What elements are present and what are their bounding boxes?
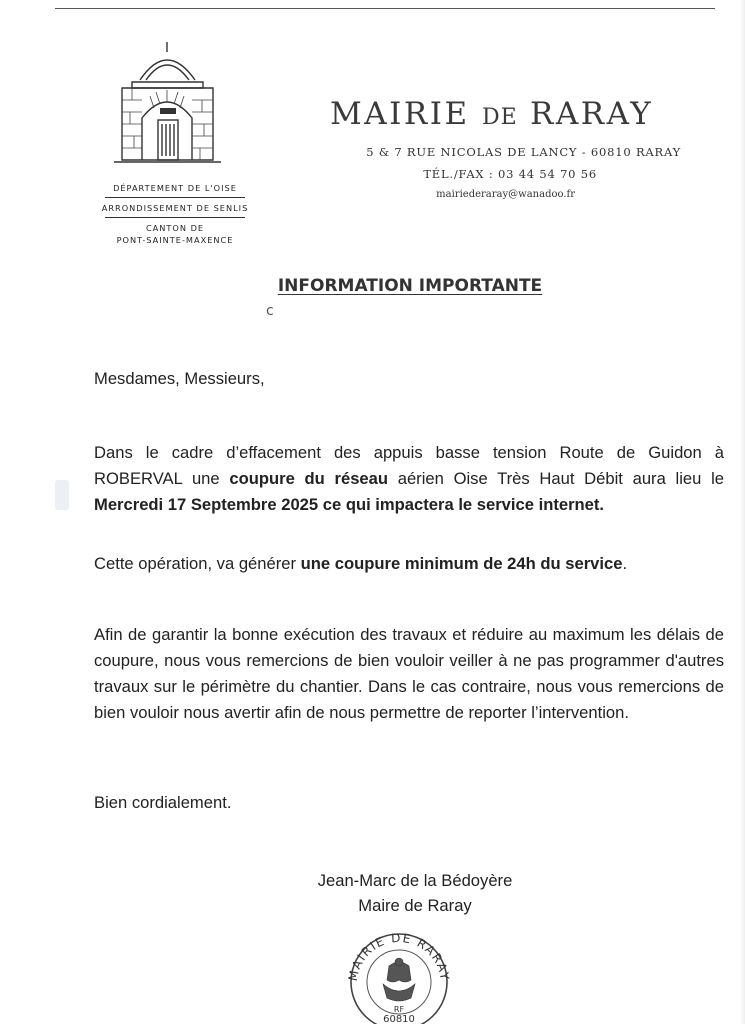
p1-bold-2: Mercredi 17 Septembre 2025 ce qui impactera le service internet. bbox=[94, 495, 605, 514]
canton-line2: PONT-SAINTE-MAXENCE bbox=[116, 235, 234, 245]
official-seal-stamp bbox=[339, 922, 459, 1024]
salutation bbox=[94, 366, 724, 392]
scan-edge-line bbox=[55, 8, 715, 9]
town-hall-logo bbox=[110, 38, 225, 168]
raray-word: RARAY bbox=[530, 96, 654, 132]
paragraph-1 bbox=[94, 440, 724, 518]
mairie-word: MAIRIE bbox=[330, 96, 470, 132]
paragraph-3 bbox=[94, 622, 724, 726]
salutation-text: Mesdames, Messieurs, bbox=[94, 369, 265, 388]
paragraph-2 bbox=[94, 551, 724, 577]
p1-bold-1: coupure du réseau bbox=[229, 469, 389, 488]
signature-block bbox=[290, 868, 540, 918]
arrondissement-text: ARRONDISSEMENT DE SENLIS bbox=[101, 203, 249, 213]
seal-initials: RF bbox=[393, 1005, 405, 1014]
phone-line: TÉL./FAX : 03 44 54 70 56 bbox=[423, 167, 597, 181]
signatory-name: Jean-Marc de la Bédoyère bbox=[317, 871, 513, 890]
email-line: mairiederaray@wanadoo.fr bbox=[436, 189, 575, 200]
divider bbox=[105, 217, 245, 218]
mairie-de-word: DE bbox=[481, 105, 518, 130]
page-title: INFORMATION IMPORTANTE bbox=[277, 276, 543, 296]
department-text: DÉPARTEMENT DE L'OISE bbox=[113, 183, 237, 193]
canton-line1: CANTON DE bbox=[145, 223, 205, 233]
mairie-heading bbox=[330, 96, 653, 132]
p2-text-2: . bbox=[622, 554, 628, 573]
p2-bold-1: une coupure minimum de 24h du service bbox=[300, 554, 623, 573]
p1-text-2: aérien Oise Très Haut Débit aura lieu le bbox=[388, 469, 724, 488]
p2-text-1: Cette opération, va générer bbox=[94, 554, 301, 573]
p3-text: Afin de garantir la bonne exécution des travaux et réduire au maximum les délais de coupure, nous vous remercions de bien vouloir veiller à ne pas programmer d'autres travaux sur le périmètre du chantier. Dans le cas contraire, nous vous remercions de bien vouloir nous avertir afin de nous permettre de reporter l’intervention. bbox=[94, 625, 724, 722]
divider bbox=[105, 197, 245, 198]
closing-text: Bien cordialement. bbox=[94, 793, 232, 812]
signatory-role: Maire de Raray bbox=[358, 896, 472, 915]
administrative-block bbox=[80, 182, 270, 246]
seal-postcode: 60810 bbox=[383, 1014, 415, 1024]
scan-smudge bbox=[55, 480, 69, 510]
p1-text-1: Dans le cadre d’effacement des appuis basse tension Route de Guidon à ROBERVAL une bbox=[94, 443, 724, 488]
stray-mark: c bbox=[266, 303, 274, 319]
scan-edge-shadow bbox=[740, 0, 745, 1024]
closing bbox=[94, 790, 724, 816]
address-line: 5 & 7 RUE NICOLAS DE LANCY - 60810 RARAY bbox=[366, 145, 681, 159]
seal-text: MAIRIE DE RARAY bbox=[345, 930, 453, 983]
